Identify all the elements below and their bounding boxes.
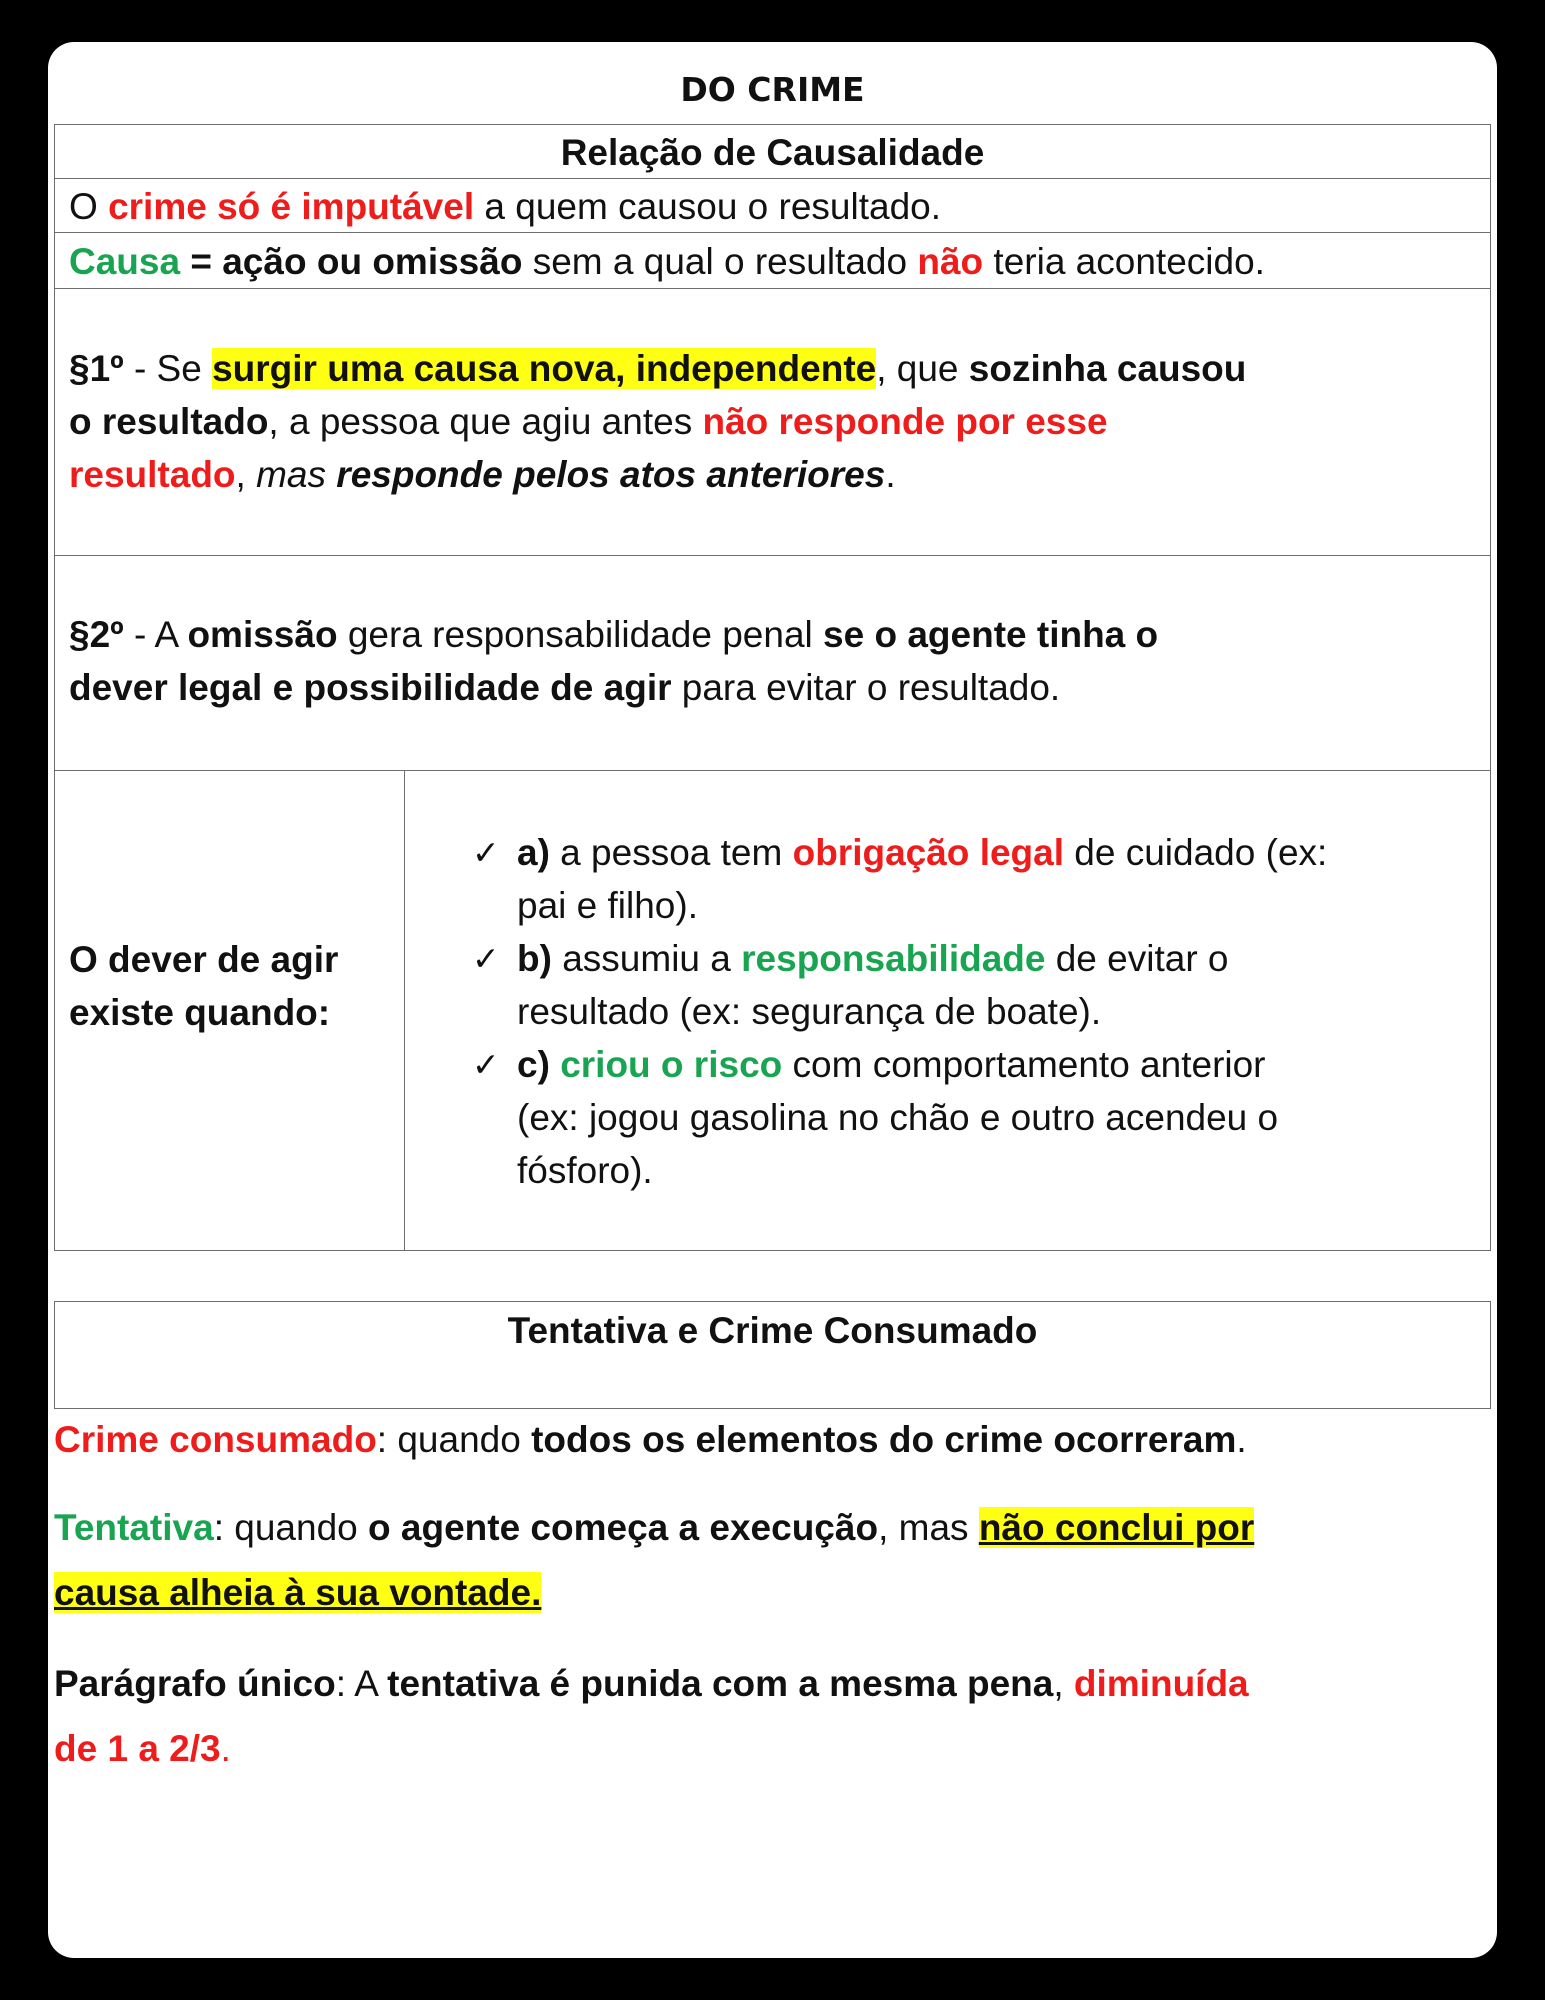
paragraph-2-line-1: §2º - A omissão gera responsabilidade penal se o agente tinha o	[69, 614, 1159, 655]
table-divider	[54, 555, 1491, 556]
dever-label	[69, 933, 338, 1039]
paragrafo-unico-line-2: de 1 a 2/3.	[54, 1728, 231, 1769]
dever-label-line-2: existe quando:	[69, 992, 331, 1033]
document-page	[48, 42, 1497, 1958]
check-icon: ✓	[472, 939, 500, 978]
paragraph-2-line-2: dever legal e possibilidade de agir para evitar o resultado.	[69, 667, 1061, 708]
dever-item-a: a) a pessoa tem obrigação legal de cuidado (ex:	[517, 832, 1328, 873]
paragraph-1-line-1: §1º - Se surgir uma causa nova, independente, que sozinha causou	[69, 348, 1247, 389]
tentativa-header: Tentativa e Crime Consumado	[507, 1310, 1038, 1351]
crime-consumado-line: Crime consumado: quando todos os elementos do crime ocorreram.	[54, 1419, 1247, 1460]
dever-item-b-cont: resultado (ex: segurança de boate).	[517, 991, 1102, 1032]
dever-item-c-cont: (ex: jogou gasolina no chão e outro acendeu o	[517, 1097, 1279, 1138]
dever-item-c-cont-2: fósforo).	[517, 1150, 653, 1191]
table-divider	[54, 770, 1491, 771]
paragraph-1-line-2: o resultado, a pessoa que agiu antes não responde por esse	[69, 401, 1108, 442]
table-column-divider	[404, 770, 405, 1251]
paragrafo-unico-line-1: Parágrafo único: A tentativa é punida com a mesma pena, diminuída	[54, 1663, 1249, 1704]
tentativa-line-1: Tentativa: quando o agente começa a execução, mas não conclui por	[54, 1507, 1255, 1548]
check-icon: ✓	[472, 1045, 500, 1084]
row-causa: Causa = ação ou omissão sem a qual o resultado não teria acontecido.	[69, 241, 1265, 282]
check-icon: ✓	[472, 833, 500, 872]
dever-item-a-cont: pai e filho).	[517, 885, 698, 926]
dever-item-b: b) assumiu a responsabilidade de evitar o	[517, 938, 1229, 979]
causalidade-header: Relação de Causalidade	[560, 132, 985, 173]
dever-item-c: c) criou o risco com comportamento anterior	[517, 1044, 1266, 1085]
document-title: DO CRIME	[680, 70, 865, 109]
row-imputavel: O crime só é imputável a quem causou o resultado.	[69, 186, 942, 227]
paragraph-1-line-3: resultado, mas responde pelos atos anteriores.	[69, 454, 896, 495]
tentativa-line-2: causa alheia à sua vontade.	[54, 1572, 542, 1613]
dever-label-line-1: O dever de agir	[69, 939, 339, 980]
table-divider	[54, 288, 1491, 289]
